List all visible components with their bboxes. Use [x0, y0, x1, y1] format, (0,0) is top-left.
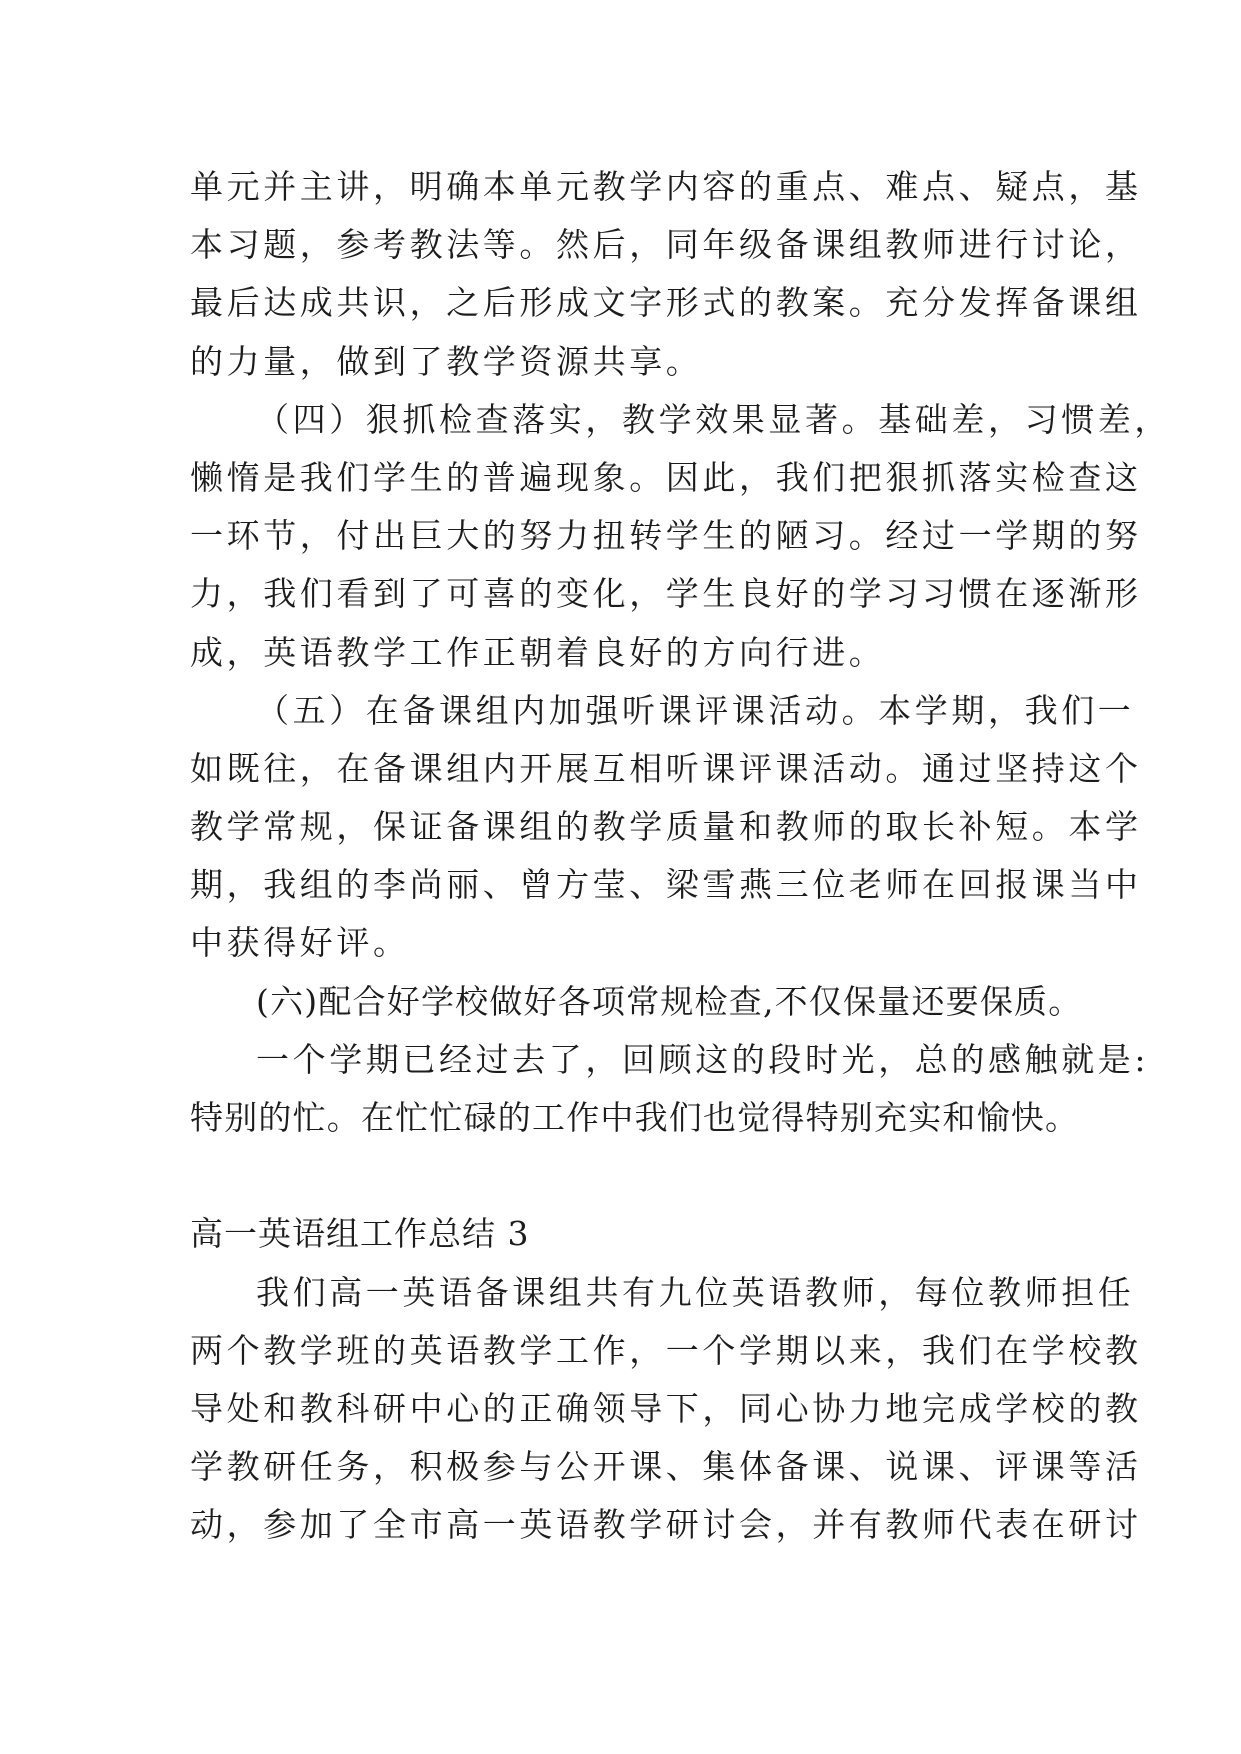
section-gap — [190, 1147, 1070, 1205]
text-line: 最后达成共识，之后形成文字形式的教案。充分发挥备课组 — [190, 283, 1142, 323]
text-line: 导处和教科研中心的正确领导下，同心协力地完成学校的教 — [190, 1388, 1142, 1428]
section-summary-3-content — [190, 1264, 1142, 1555]
text-line: 动，参加了全市高一英语教学研讨会，并有教师代表在研讨 — [190, 1505, 1142, 1545]
text-line: 一环节，付出巨大的努力扭转学生的陋习。经过一学期的努 — [190, 516, 1142, 556]
text-line: (六)配合好学校做好各项常规检查,不仅保量还要保质。 — [256, 981, 1083, 1021]
text-line: （五）在备课组内加强听课评课活动。本学期，我们一 — [256, 690, 1135, 730]
document-body — [190, 158, 1171, 1555]
text-line: 成，英语教学工作正朝着良好的方向行进。 — [190, 632, 886, 672]
text-line: 力，我们看到了可喜的变化，学生良好的学习习惯在逐渐形 — [190, 574, 1142, 614]
text-line: 一个学期已经过去了，回顾这的段时光，总的感触就是: — [256, 1039, 1150, 1079]
text-line: 我们高一英语备课组共有九位英语教师，每位教师担任 — [256, 1272, 1135, 1312]
text-line: 本习题，参考教法等。然后，同年级备课组教师进行讨论， — [190, 225, 1142, 265]
text-line: 特别的忙。在忙忙碌的工作中我们也觉得特别充实和愉快。 — [190, 1098, 1080, 1137]
text-line: 单元并主讲，明确本单元教学内容的重点、难点、疑点，基 — [190, 167, 1142, 206]
text-line: 两个教学班的英语教学工作，一个学期以来，我们在学校教 — [190, 1330, 1142, 1370]
text-line: 期，我组的李尚丽、曾方莹、梁雪燕三位老师在回报课当中 — [190, 865, 1142, 905]
section-heading: 高一英语组工作总结 3 — [190, 1214, 530, 1254]
text-line: 教学常规，保证备课组的教学质量和教师的取长补短。本学 — [190, 807, 1142, 847]
text-line: 如既往，在备课组内开展互相听课评课活动。通过坚持这个 — [190, 748, 1142, 788]
text-line: 学教研任务，积极参与公开课、集体备课、说课、评课等活 — [190, 1447, 1142, 1487]
section-previous-content — [190, 158, 1171, 1147]
text-line: 的力量，做到了教学资源共享。 — [190, 341, 703, 381]
text-line: 中获得好评。 — [190, 923, 410, 963]
text-line: 懒惰是我们学生的普遍现象。因此，我们把狠抓落实检查这 — [190, 457, 1142, 497]
text-line: （四）狠抓检查落实，教学效果显著。基础差，习惯差， — [256, 399, 1171, 439]
